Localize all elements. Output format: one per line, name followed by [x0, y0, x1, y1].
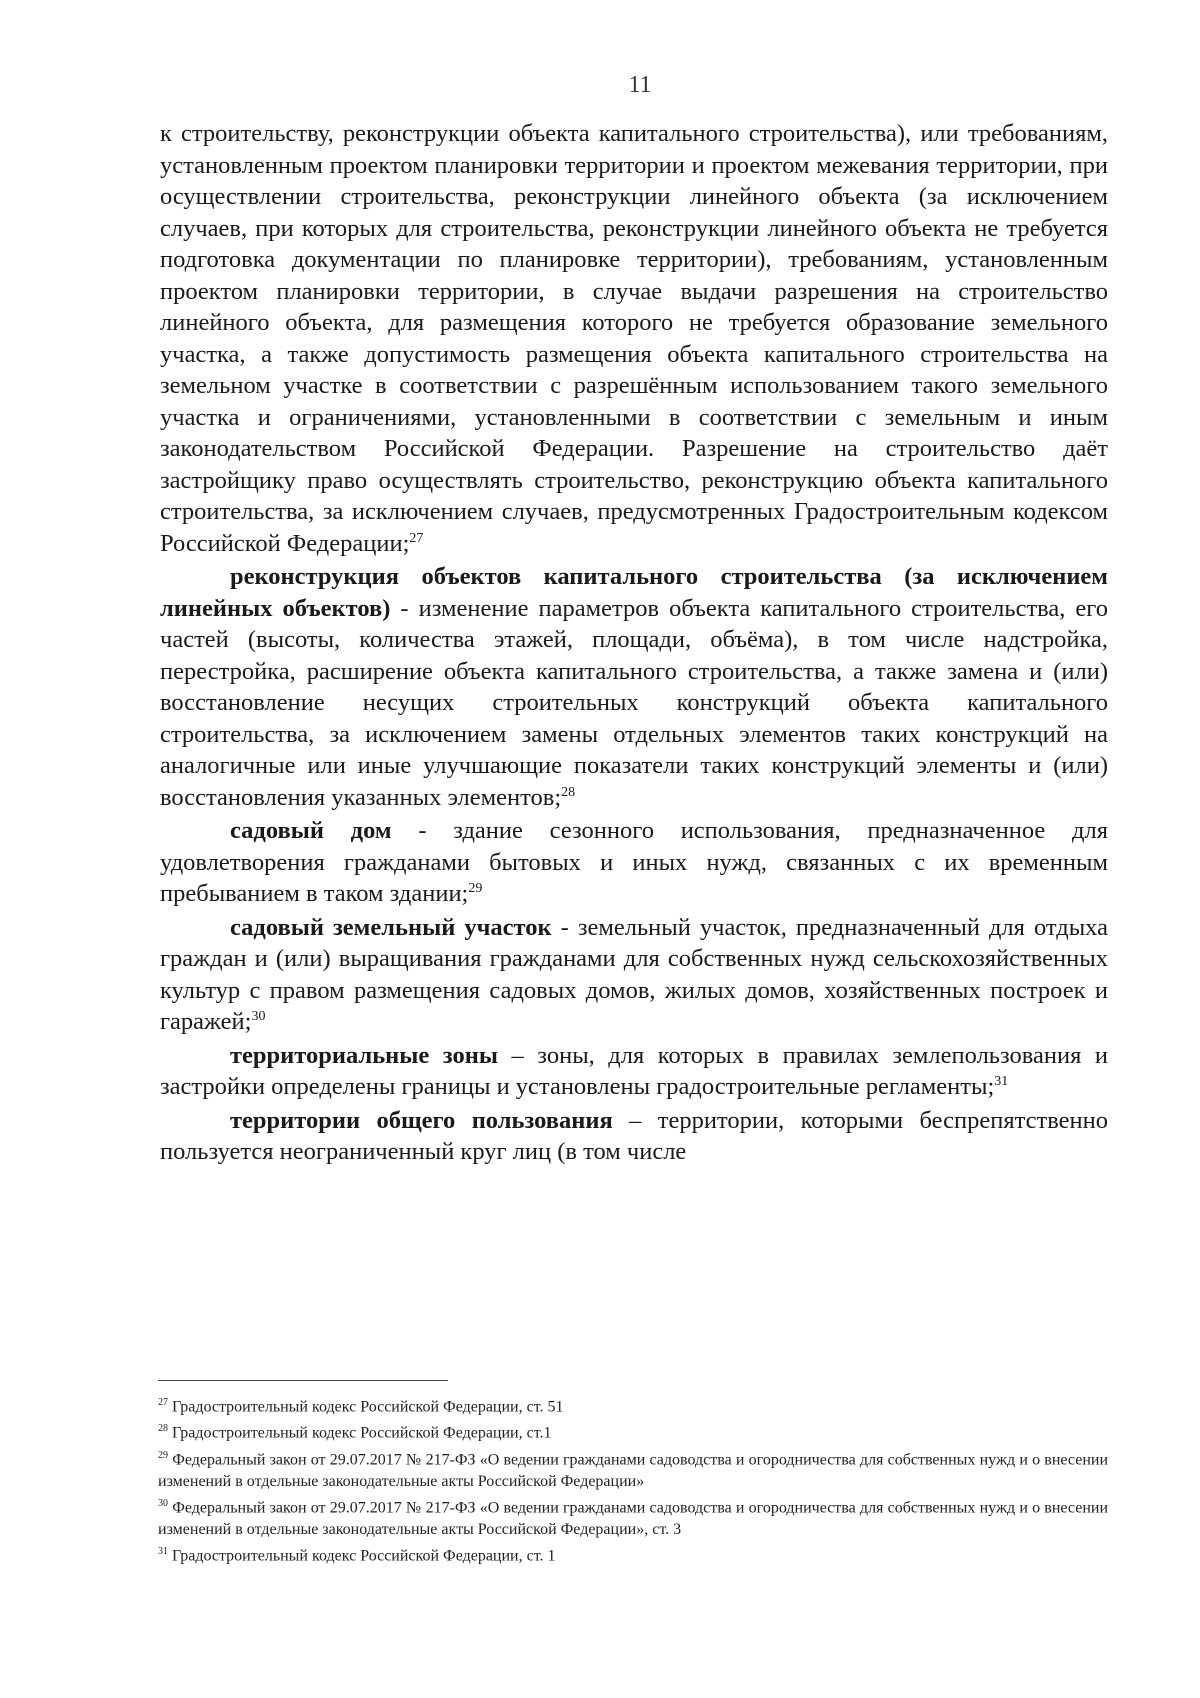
footnote-ref: 29: [468, 880, 483, 896]
footnote-number: 28: [158, 1423, 168, 1435]
definition-term: реконструкция объектов капитального строительства (за исключением линейных объектов): [160, 563, 1108, 622]
footnote-ref: 30: [251, 1008, 266, 1024]
footnote-number: 27: [158, 1397, 168, 1408]
definition-term: садовый дом: [230, 817, 392, 844]
footnote-ref: 31: [994, 1073, 1009, 1089]
footnote-number: 29: [158, 1449, 168, 1461]
definition-term: территориальные зоны: [230, 1041, 498, 1069]
footnote-item: [158, 1493, 1108, 1541]
footnote-divider: [158, 1380, 448, 1381]
definition-garden-house: [160, 815, 1108, 910]
footnote-number: 31: [158, 1546, 168, 1558]
definition-public-territories: [160, 1105, 1108, 1168]
footnotes: [158, 1392, 1108, 1568]
footnote-text: Федеральный закон от 29.07.2017 № 217-ФЗ «О ведении гражданами садоводства и огородничества для собственных нужд и о внесении изменений в отдельные законодательные акты Российской Федерации», ст. 3: [158, 1499, 1109, 1539]
footnote-item: [158, 1392, 1108, 1418]
footnote-number: 30: [158, 1497, 168, 1509]
definition-text: - земельный участок, предназначенный для отдыха граждан и (или) выращивания гражданами для собственных нужд сельскохозяйственных культур с правом размещения садовых домов, жилых домов, хозяйственных построек и гаражей;: [160, 913, 1108, 1035]
footnote-item: [158, 1418, 1108, 1444]
definition-garden-plot: [160, 912, 1108, 1038]
definition-term: территории общего пользования: [230, 1106, 613, 1134]
footnote-text: Градостроительный кодекс Российской Федерации, ст.1: [172, 1424, 552, 1442]
definition-text: – территории, которыми беспрепятственно пользуется неограниченный круг лиц (в том числе: [160, 1106, 1108, 1165]
intro-text: к строительству, реконструкции объекта капитального строительства), или требованиям, установленным проектом планировки территории и проектом межевания территории, при осуществлении строительства, реконструкции линейного объекта (за исключением случаев, при которых для строительства, реконструкции линейного объекта не требуется подготовка документации по планировке территории), требованиям, установленным проектом планировки территории, в случае выдачи разрешения на строительство линейного объекта, для размещения которого не требуется образование земельного участка, а также допустимость размещения объекта капитального строительства на земельном участке в соответствии с разрешённым использованием такого земельного участка и ограничениями, установленными в соответствии с земельным и иным законодательством Российской Федерации. Разрешение на строительство даёт застройщику право осуществлять строительство, реконструкцию объекта капитального строительства, за исключением случаев, предусмотренных Градостроительным кодексом Российской Федерации;: [160, 120, 1108, 557]
footnote-item: [158, 1445, 1108, 1493]
page-number: 11: [628, 72, 652, 98]
definition-term: садовый земельный участок: [230, 913, 552, 941]
definition-text: – зоны, для которых в правилах землепользования и застройки определены границы и установлены градостроительные регламенты;: [160, 1041, 1109, 1100]
definition-text: - изменение параметров объекта капитального строительства, его частей (высоты, количества этажей, площади, объёма), в том числе надстройка, перестройка, расширение объекта капитального строительства, а также замена и (или) восстановление несущих строительных конструкций объекта капитального строительства, за исключением замены отдельных элементов таких конструкций на аналогичные или иные улучшающие показатели таких конструкций элементы и (или) восстановления указанных элементов;: [160, 594, 1108, 811]
footnote-text: Градостроительный кодекс Российской Федерации, ст. 51: [172, 1398, 564, 1416]
footnote-item: [158, 1541, 1108, 1567]
footnote-text: Федеральный закон от 29.07.2017 № 217-ФЗ «О ведении гражданами садоводства и огородничества для собственных нужд и о внесении изменений в отдельные законодательные акты Российской Федерации»: [158, 1450, 1109, 1490]
intro-paragraph: [160, 118, 1108, 559]
footnote-ref: 28: [561, 784, 576, 800]
footnote-text: Градостроительный кодекс Российской Федерации, ст. 1: [172, 1547, 556, 1565]
definition-text: - здание сезонного использования, предназначенное для удовлетворения гражданами бытовых и иных нужд, связанных с их временным пребыванием в таком здании;: [160, 817, 1108, 907]
main-text: [160, 118, 1108, 1168]
definition-territorial-zones: [160, 1040, 1108, 1103]
definition-reconstruction: [160, 561, 1108, 813]
footnote-ref: 27: [409, 530, 424, 546]
